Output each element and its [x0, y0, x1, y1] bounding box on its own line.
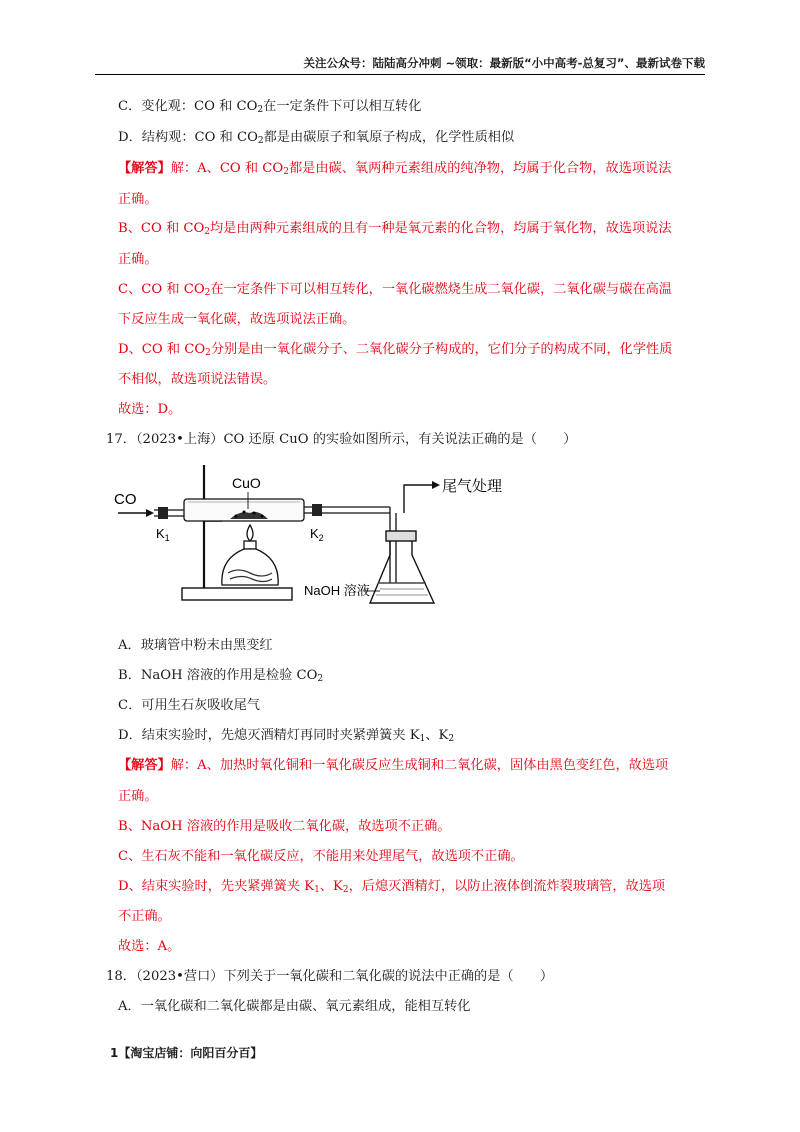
page-footer: 1【淘宝店铺：向阳百分百】	[110, 1046, 263, 1060]
q17-conclusion: 故选：A。	[118, 939, 181, 954]
figure-label-cuo: CuO	[232, 475, 261, 491]
q17-answer-line-1: 【解答】解：A、加热时氧化铜和一氧化碳反应生成铜和二氧化碳，固体由黑色变红色，故选项	[118, 758, 669, 773]
clamp-k1	[158, 507, 168, 519]
naoh-solution-hatching	[376, 589, 428, 595]
figure-label-k2: $K_2$	[310, 526, 324, 543]
q17-option-c: C．可用生石灰吸收尾气	[118, 698, 260, 713]
q18-stem: 18．（2023•营口）下列关于一氧化碳和二氧化碳的说法中正确的是（ ）	[106, 969, 554, 984]
q16-answer-line-3: B、CO 和 $CO_2$均是由两种元素组成的且有一种是氧元素的化合物，均属于氧化物，故选项说法	[118, 221, 672, 237]
q16-option-d: D．结构观：CO 和 $CO_2$都是由碳原子和氧原子构成，化学性质相似	[118, 130, 515, 146]
q16-answer-line-8: 不相似，故选项说法错误。	[118, 372, 277, 387]
page-header: 关注公众号：陆陆高分冲刺 ~领取：最新版“小中高考-总复习”、最新试卷下载	[95, 56, 705, 75]
inlet-arrow	[118, 509, 154, 517]
q17-option-d: D．结束实验时，先熄灭酒精灯再同时夹紧弹簧夹 $K_1$、$K_2$	[118, 728, 455, 744]
figure-label-naoh: NaOH 溶液	[304, 583, 370, 598]
q16-answer-line-4: 正确。	[118, 252, 158, 267]
figure-label-k1: $K_1$	[156, 526, 170, 543]
q17-answer-line-3: B、NaOH 溶液的作用是吸收二氧化碳，故选项不正确。	[118, 819, 451, 834]
tail-gas-arrow	[412, 481, 440, 489]
q18-option-a: A．一氧化碳和二氧化碳都是由碳、氧元素组成，能相互转化	[118, 999, 471, 1014]
q17-answer-line-5: D、结束实验时，先夹紧弹簧夹 $K_1$、$K_2$，后熄灭酒精灯，以防止液体倒流炸裂玻璃管，故选项	[118, 879, 666, 895]
q16-option-c: C．变化观：CO 和 $CO_2$在一定条件下可以相互转化	[118, 99, 422, 115]
outlet-tube	[304, 507, 396, 583]
q16-answer-line-7: D、CO 和 $CO_2$分别是由一氧化碳分子、二氧化碳分子构成的，它们分子的构成不同，化学性质	[118, 342, 673, 358]
q17-option-a: A．玻璃管中粉末由黑变红	[118, 638, 273, 653]
conical-flask	[370, 485, 434, 603]
q17-stem: 17．（2023•上海）CO 还原 CuO 的实验如图所示，有关说法正确的是（ ）	[106, 432, 577, 447]
q17-answer-line-6: 不正确。	[118, 909, 171, 924]
q17-apparatus-figure	[112, 455, 503, 610]
alcohol-lamp	[222, 525, 278, 585]
q16-conclusion: 故选：D。	[118, 402, 182, 417]
figure-label-tail-gas: 尾气处理	[442, 478, 503, 495]
q16-answer-line-6: 下反应生成一氧化碳，故选项说法正确。	[118, 312, 356, 327]
q16-answer-line-1: 【解答】解：A、CO 和 $CO_2$都是由碳、氧两种元素组成的纯净物，均属于化合物，故选项说法	[118, 161, 672, 177]
clamp-k2	[312, 504, 322, 516]
figure-label-co: CO	[114, 491, 137, 508]
q16-answer-line-5: C、CO 和 $CO_2$在一定条件下可以相互转化，一氧化碳燃烧生成二氧化碳，二氧化碳与碳在高温	[118, 282, 672, 298]
q17-answer-line-2: 正确。	[118, 789, 158, 804]
q17-answer-line-4: C、生石灰不能和一氧化碳反应，不能用来处理尾气，故选项不正确。	[118, 849, 524, 864]
q17-option-b: B．NaOH 溶液的作用是检验 $CO_2$	[118, 668, 324, 684]
q16-answer-line-2: 正确。	[118, 192, 158, 207]
